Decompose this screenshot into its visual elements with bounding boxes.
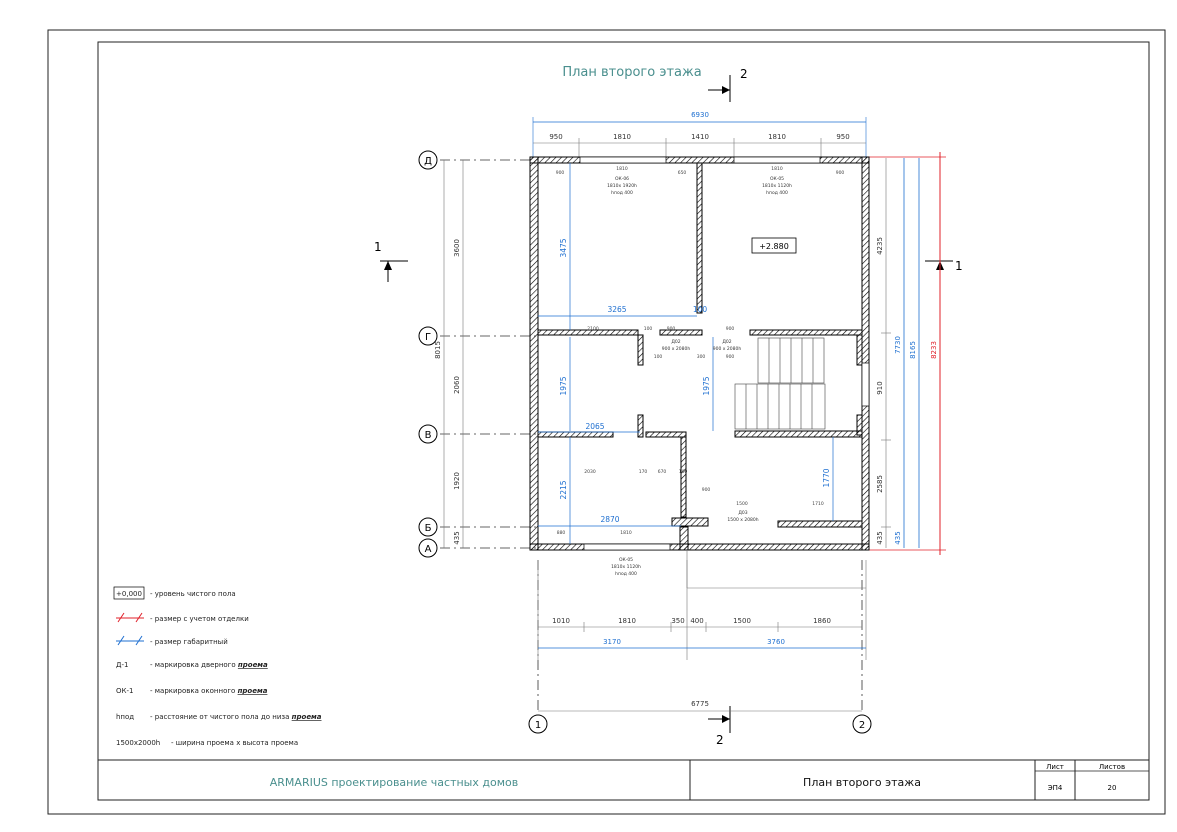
dim-left-seg-4: 435 — [453, 531, 461, 545]
right-dimensions — [866, 152, 946, 555]
small-dim-8: 900 — [666, 327, 676, 332]
plan-title: План второго этажа — [562, 65, 702, 80]
small-dim-12: 900 — [725, 355, 735, 360]
dim-bottom-sub-2: 3760 — [767, 638, 785, 646]
section-label-right: 1 — [955, 259, 963, 273]
dim-in-3475: 3475 — [559, 238, 568, 258]
small-dim-11: 100 — [653, 355, 663, 360]
window-h-2: hпод 400 — [766, 191, 788, 196]
door-size-2: 900 х 2080h — [712, 347, 742, 352]
legend-text-blue: - размер габаритный — [150, 638, 228, 646]
window-h-1: hпод 400 — [611, 191, 633, 196]
small-dim-19: 1710 — [812, 502, 824, 507]
stamp-sheet-title: План второго этажа — [803, 776, 921, 789]
section-label-left: 1 — [374, 240, 382, 254]
dim-bottom-seg-3: 350 — [671, 617, 685, 625]
dim-top-seg-1: 950 — [549, 133, 563, 141]
dim-in-3265: 3265 — [607, 305, 627, 314]
axis-label-row-2: Г — [424, 332, 432, 343]
red-dim-icon — [116, 613, 144, 622]
legend-key-size: 1500х2000h — [116, 739, 161, 747]
legend-text-size: - ширина проема х высота проема — [171, 739, 299, 747]
small-dim-6: 2100 — [587, 327, 599, 332]
stamp-company: ARMARIUS проектирование частных домов — [269, 776, 519, 789]
small-dim-4: 1810 — [771, 167, 783, 172]
outer-frame — [48, 30, 1165, 814]
door-mark-2: Д02 — [722, 340, 732, 345]
dim-left-overall: 8015 — [434, 341, 442, 359]
section-label-top: 2 — [740, 67, 748, 81]
dim-in-2215: 2215 — [559, 480, 568, 500]
dim-top-seg-3: 1410 — [691, 133, 709, 141]
dim-top-seg-2: 1810 — [613, 133, 631, 141]
small-dim-13: 2030 — [584, 470, 596, 475]
dim-left-seg-1: 3600 — [453, 239, 461, 257]
door-size-3: 1500 х 2080h — [727, 518, 759, 523]
legend-key-level: +0,000 — [116, 590, 142, 598]
small-dim-18: 1500 — [736, 502, 748, 507]
dim-top-total: 6930 — [691, 111, 709, 119]
stairs — [735, 338, 825, 429]
window-mark-2: ОК-05 — [769, 177, 785, 182]
small-dim-15: 670 — [657, 470, 667, 475]
windows — [580, 157, 869, 550]
left-dimensions — [434, 160, 463, 548]
axis-label-row-5: А — [424, 544, 432, 555]
bottom-dimensions — [538, 560, 866, 711]
small-dim-1: 900 — [555, 171, 565, 176]
window-h-3: hпод 400 — [615, 572, 637, 577]
window-size-2: 1810х 1120h — [762, 184, 792, 189]
dim-right-8165: 8165 — [909, 341, 917, 359]
window-mark-3: ОК-05 — [618, 558, 634, 563]
legend-text-level: - уровень чистого пола — [150, 590, 236, 598]
legend-key-door: Д-1 — [116, 661, 129, 669]
legend-text-red: - размер с учетом отделки — [150, 615, 249, 623]
door-size-1: 900 х 2080h — [661, 347, 691, 352]
dim-bottom-seg-5: 1500 — [733, 617, 751, 625]
section-mark-bottom — [708, 706, 730, 747]
dim-in-1975-b: 1975 — [702, 376, 711, 396]
dim-in-2065: 2065 — [585, 422, 605, 431]
stamp-list-label: Лист — [1046, 763, 1064, 771]
small-dim-21: 1810 — [620, 531, 632, 536]
legend — [114, 587, 322, 747]
dim-bottom-axis-total: 6775 — [691, 700, 709, 708]
dim-bottom-seg-4: 400 — [690, 617, 704, 625]
dim-right-435-b: 435 — [894, 531, 902, 545]
legend-text-window: - маркировка оконного проема — [150, 687, 268, 695]
dim-in-2870: 2870 — [600, 515, 620, 524]
section-mark-top — [708, 67, 748, 102]
dim-bottom-seg-2: 1810 — [618, 617, 636, 625]
stamp-lists-value: 20 — [1107, 784, 1117, 792]
small-dim-9: 900 — [725, 327, 735, 332]
dim-top-seg-5: 950 — [836, 133, 850, 141]
stamp-list-value: ЭП4 — [1047, 784, 1063, 792]
legend-key-hpod: hпод — [116, 713, 135, 721]
dim-bottom-seg-1: 1010 — [552, 617, 570, 625]
legend-text-hpod: - расстояние от чистого пола до низа проема — [150, 713, 322, 721]
stamp-lists-label: Листов — [1098, 763, 1126, 771]
title-block — [98, 760, 1149, 800]
small-dim-2: 1810 — [616, 167, 628, 172]
legend-key-window: ОК-1 — [116, 687, 134, 695]
legend-text-door: - маркировка дверного проема — [150, 661, 268, 669]
dim-in-1770: 1770 — [822, 468, 831, 488]
small-dim-20: 880 — [556, 531, 566, 536]
small-dim-7: 100 — [643, 327, 653, 332]
dim-left-seg-3: 1920 — [453, 472, 461, 490]
small-dim-16: 100 — [678, 470, 688, 475]
dim-in-1975-a: 1975 — [559, 376, 568, 396]
axis-bubbles — [419, 151, 871, 733]
door-mark-3: Д03 — [738, 511, 748, 516]
dim-right-seg-3: 2585 — [876, 475, 884, 493]
small-dim-10: 300 — [696, 355, 706, 360]
dim-right-seg-1: 4235 — [876, 237, 884, 255]
window-mark-1: ОК-06 — [614, 177, 630, 182]
section-mark-left — [374, 240, 408, 282]
door-mark-1: Д02 — [671, 340, 681, 345]
dim-left-seg-2: 2060 — [453, 376, 461, 394]
window-size-1: 1810х 1920h — [607, 184, 637, 189]
small-dim-17: 900 — [701, 488, 711, 493]
level-mark-text: +2.880 — [759, 242, 789, 251]
dim-top-seg-4: 1810 — [768, 133, 786, 141]
axis-label-row-1: Д — [424, 156, 432, 167]
section-label-bottom: 2 — [716, 733, 724, 747]
axis-label-row-4: Б — [424, 523, 432, 534]
axis-label-col-1: 1 — [534, 720, 542, 731]
dim-right-seg-2: 910 — [876, 381, 884, 395]
dim-bottom-seg-6: 1860 — [813, 617, 831, 625]
small-dim-5: 900 — [835, 171, 845, 176]
dim-right-seg-4: 435 — [876, 531, 884, 545]
dim-in-100: 100 — [692, 305, 708, 314]
small-dim-14: 170 — [638, 470, 648, 475]
top-dimensions — [533, 111, 866, 158]
level-mark — [752, 238, 796, 253]
axis-label-col-2: 2 — [858, 720, 866, 731]
axis-label-row-3: В — [424, 430, 432, 441]
section-mark-right — [925, 259, 963, 282]
window-size-3: 1810х 1120h — [611, 565, 641, 570]
porch-outline — [687, 550, 866, 588]
dim-right-7730: 7730 — [894, 336, 902, 354]
walls — [530, 157, 869, 550]
blue-dim-icon — [116, 636, 144, 645]
dim-right-8233: 8233 — [930, 341, 938, 359]
small-dim-3: 650 — [677, 171, 687, 176]
dim-bottom-sub-1: 3170 — [603, 638, 621, 646]
